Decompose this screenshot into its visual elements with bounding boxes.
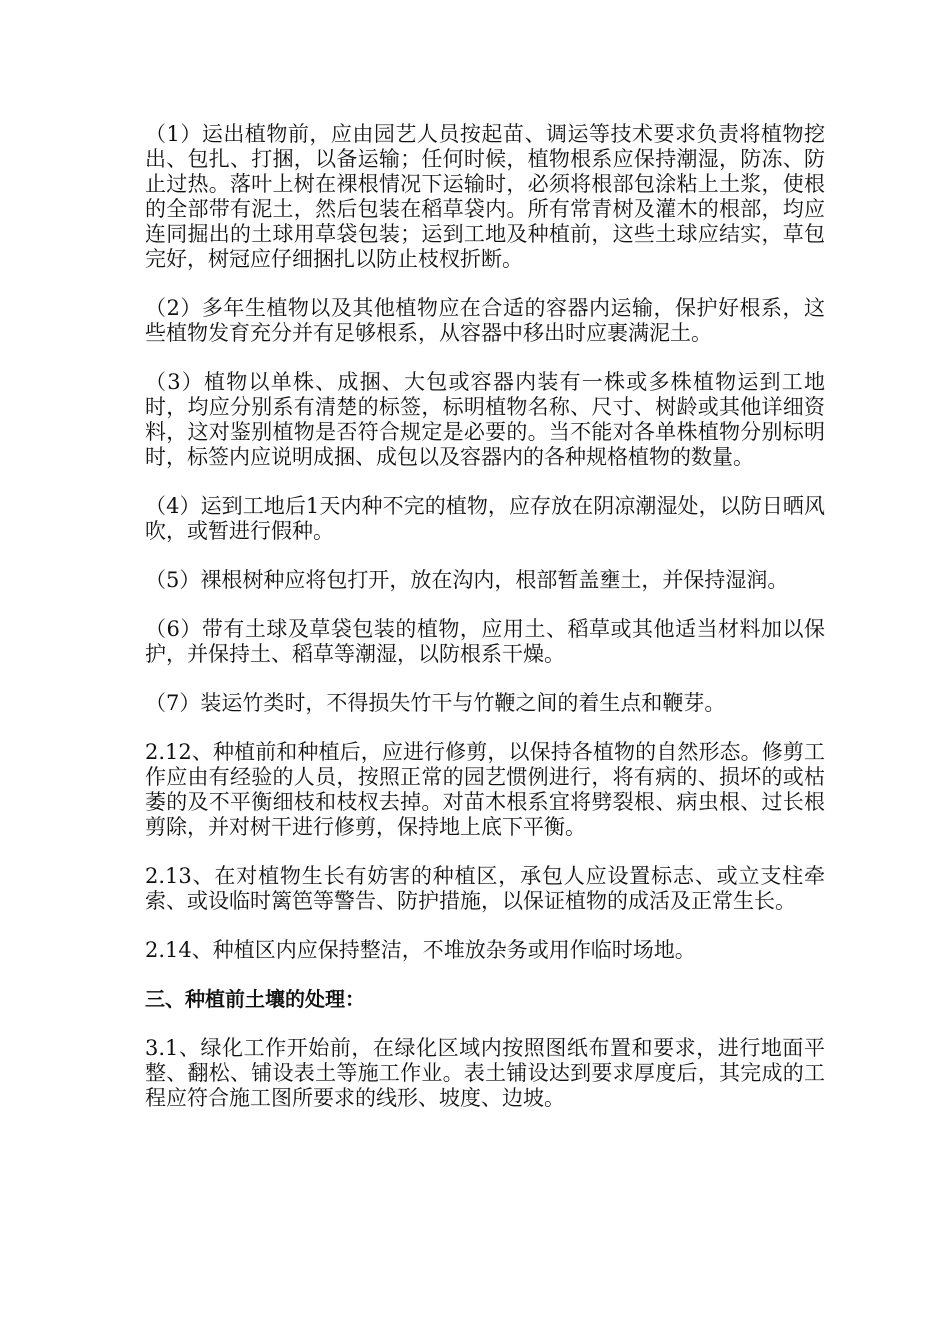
paragraph-2-13: 2.13、在对植物生长有妨害的种植区，承包人应设置标志、或立支柱牵索、或设临时篱笆等警告、防护措施，以保证植物的成活及正常生长。: [145, 864, 825, 913]
paragraph-3: （3）植物以单株、成捆、大包或容器内装有一株或多株植物运到工地时，均应分别系有清楚的标签，标明植物名称、尺寸、树龄或其他详细资料，这对鉴别植物是否符合规定是必要的。当不能对各单株植物分别标明时，标签内应说明成捆、成包以及容器内的各种规格植物的数量。: [145, 370, 825, 469]
document-body: [145, 122, 825, 1135]
paragraph-1: （1）运出植物前，应由园艺人员按起苗、调运等技术要求负责将植物挖出、包扎、打捆，以备运输；任何时候，植物根系应保持潮湿，防冻、防止过热。落叶上树在裸根情况下运输时，必须将根部包涂粘上土浆，使根的全部带有泥土，然后包装在稻草袋内。所有常青树及灌木的根部，均应连同掘出的土球用草袋包装；运到工地及种植前，这些土球应结实，草包完好，树冠应仔细捆扎以防止枝杈折断。: [145, 122, 825, 271]
section-heading: 三、种植前土壤的处理：: [145, 987, 365, 1011]
paragraph-2-14: 2.14、种植区内应保持整洁，不堆放杂务或用作临时场地。: [145, 938, 696, 962]
paragraph-6: （6）带有土球及草袋包装的植物，应用土、稻草或其他适当材料加以保护，并保持土、稻草等潮湿，以防根系干燥。: [145, 617, 825, 666]
paragraph-4: （4）运到工地后1天内种不完的植物，应存放在阴凉潮湿处，以防日晒风吹，或暂进行假种。: [145, 494, 825, 543]
paragraph-2: （2）多年生植物以及其他植物应在合适的容器内运输，保护好根系，这些植物发育充分并有足够根系，从容器中移出时应裹满泥土。: [145, 296, 825, 345]
paragraph-7: （7）装运竹类时，不得损失竹干与竹鞭之间的着生点和鞭芽。: [145, 691, 726, 715]
paragraph-2-12: 2.12、种植前和种植后，应进行修剪，以保持各植物的自然形态。修剪工作应由有经验的人员，按照正常的园艺惯例进行，将有病的、损坏的或枯萎的及不平衡细枝和枝杈去掉。对苗木根系宜将劈裂根、病虫根、过长根剪除，并对树干进行修剪，保持地上底下平衡。: [145, 740, 825, 839]
paragraph-3-1: 3.1、绿化工作开始前，在绿化区域内按照图纸布置和要求，进行地面平整、翻松、铺设表土等施工作业。表土铺设达到要求厚度后，其完成的工程应符合施工图所要求的线形、坡度、边坡。: [145, 1036, 825, 1110]
paragraph-5: （5）裸根树种应将包打开，放在沟内，根部暂盖壅土，并保持湿润。: [145, 568, 789, 592]
